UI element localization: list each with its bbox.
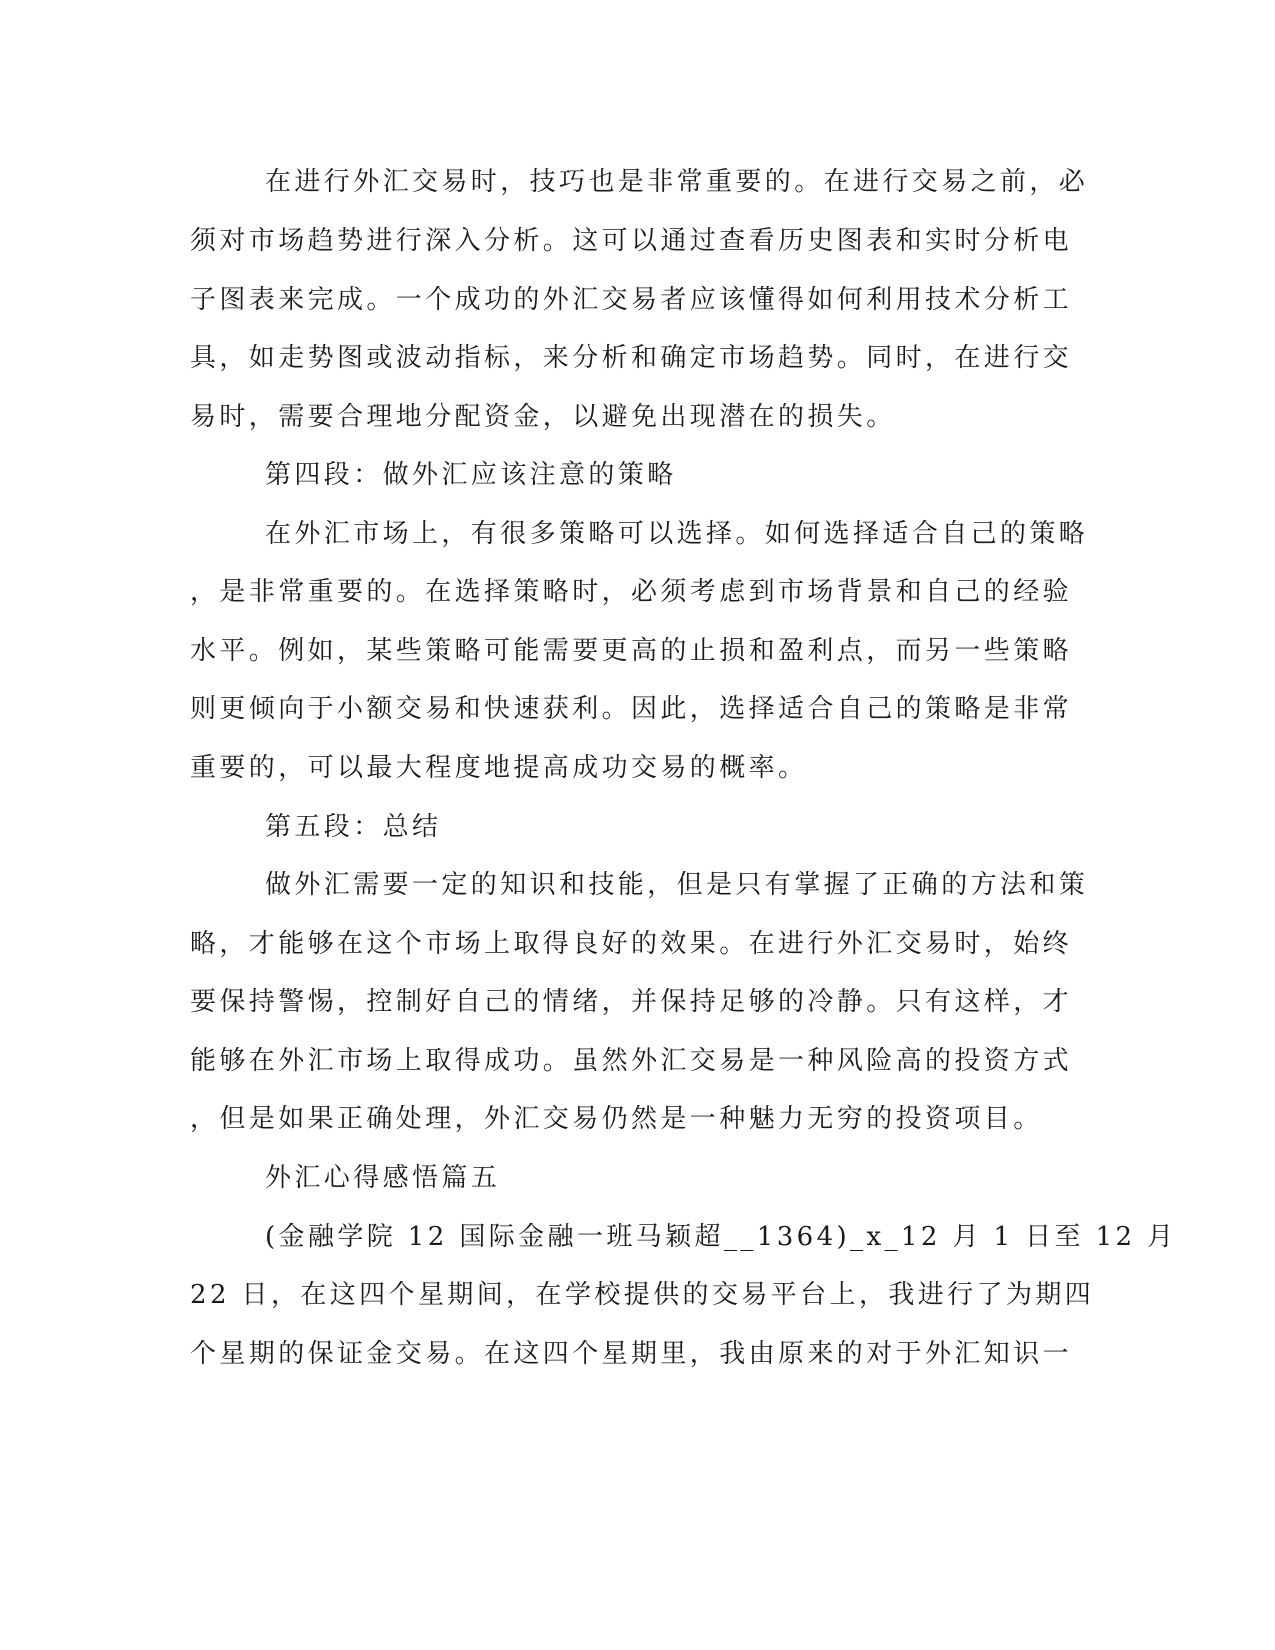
paragraph-2-line-1: 在外汇市场上，有很多策略可以选择。如何选择适合自己的策略 bbox=[265, 519, 1089, 549]
section-heading-4: 第四段：做外汇应该注意的策略 bbox=[265, 460, 677, 490]
section-title: 外汇心得感悟篇五 bbox=[265, 1163, 501, 1193]
paragraph-1-line-4: 具，如走势图或波动指标，来分析和确定市场趋势。同时，在进行交 bbox=[190, 343, 1073, 373]
paragraph-2-line-2: ，是非常重要的。在选择策略时，必须考虑到市场背景和自己的经验 bbox=[190, 577, 1073, 607]
paragraph-1-line-3: 子图表来完成。一个成功的外汇交易者应该懂得如何利用技术分析工 bbox=[190, 285, 1073, 315]
paragraph-2-line-3: 水平。例如，某些策略可能需要更高的止损和盈利点，而另一些策略 bbox=[190, 636, 1073, 666]
paragraph-3-line-1: 做外汇需要一定的知识和技能，但是只有掌握了正确的方法和策 bbox=[265, 870, 1089, 900]
paragraph-2-line-5: 重要的，可以最大程度地提高成功交易的概率。 bbox=[190, 753, 808, 783]
paragraph-3-line-3: 要保持警惕，控制好自己的情绪，并保持足够的冷静。只有这样，才 bbox=[190, 987, 1073, 1017]
paragraph-1-line-2: 须对市场趋势进行深入分析。这可以通过查看历史图表和实时分析电 bbox=[190, 226, 1073, 256]
paragraph-3-line-4: 能够在外汇市场上取得成功。虽然外汇交易是一种风险高的投资方式 bbox=[190, 1046, 1073, 1076]
section-heading-5: 第五段：总结 bbox=[265, 812, 442, 842]
paragraph-4-line-2: 22 日，在这四个星期间，在学校提供的交易平台上，我进行了为期四 bbox=[190, 1280, 1095, 1310]
paragraph-2-line-4: 则更倾向于小额交易和快速获利。因此，选择适合自己的策略是非常 bbox=[190, 694, 1073, 724]
paragraph-4-line-3: 个星期的保证金交易。在这四个星期里，我由原来的对于外汇知识一 bbox=[190, 1339, 1073, 1369]
paragraph-3-line-2: 略，才能够在这个市场上取得良好的效果。在进行外汇交易时，始终 bbox=[190, 929, 1073, 959]
paragraph-3-line-5: ，但是如果正确处理，外汇交易仍然是一种魅力无穷的投资项目。 bbox=[190, 1104, 1043, 1134]
paragraph-1-line-1: 在进行外汇交易时，技巧也是非常重要的。在进行交易之前，必 bbox=[265, 167, 1089, 197]
paragraph-4-line-1: (金融学院 12 国际金融一班马颖超__1364)_x_12 月 1 日至 12 月 bbox=[265, 1222, 1177, 1252]
paragraph-1-line-5: 易时，需要合理地分配资金，以避免出现潜在的损失。 bbox=[190, 402, 896, 432]
